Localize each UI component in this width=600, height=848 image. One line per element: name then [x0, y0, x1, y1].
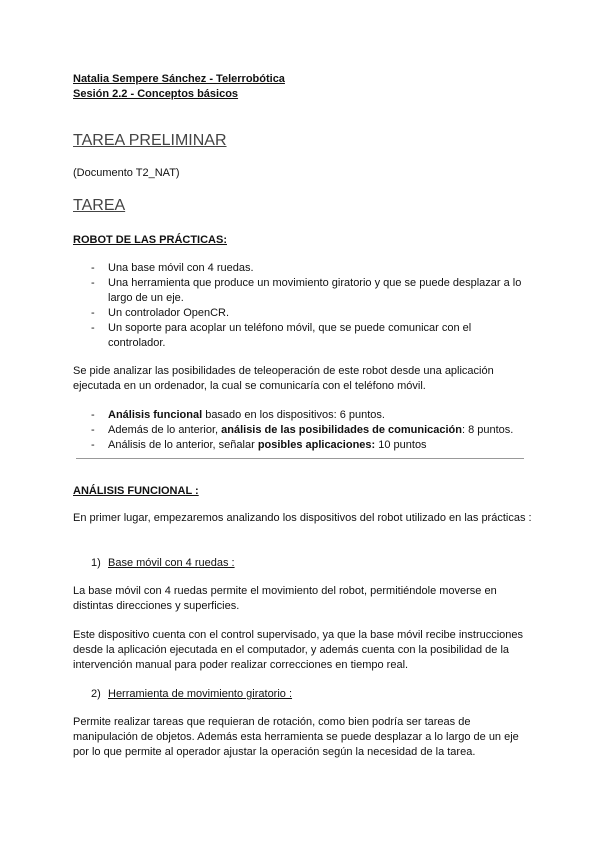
task-intro-paragraph: Se pide analizar las posibilidades de teleoperación de este robot desde una aplicación ejecutada en un ordenador, la cual se comunicaría con el teléfono móvil.: [73, 365, 494, 392]
item-1-paragraph-1: La base móvil con 4 ruedas permite el movimiento del robot, permitiéndole moverse en distintas direcciones y superficies.: [73, 585, 497, 612]
task-title: TAREA: [73, 197, 126, 214]
list-item: - Un controlador OpenCR.: [91, 307, 230, 319]
list-item: - Una herramienta que produce un movimiento giratorio y que se puede desplazar a lo largo de un eje.: [91, 277, 522, 304]
analysis-intro-paragraph: En primer lugar, empezaremos analizando los dispositivos del robot utilizado en las prácticas :: [73, 512, 532, 524]
robot-components-list: [91, 261, 531, 351]
prelim-doc-reference: (Documento T2_NAT): [73, 167, 180, 179]
list-item: - Además de lo anterior, análisis de las posibilidades de comunicación: 8 puntos.: [91, 424, 514, 436]
horizontal-divider: [76, 458, 524, 459]
requirements-list: [91, 408, 531, 453]
list-item: - Análisis funcional basado en los dispositivos: 6 puntos.: [91, 409, 385, 421]
item-2-paragraph-1: Permite realizar tareas que requieran de rotación, como bien podría ser tareas de manipulación de objetos. Además esta herramienta se puede desplazar a lo largo de un eje por lo que permite al operador ajustar la operación según la necesidad de la tarea.: [73, 716, 519, 758]
header-author-course: Natalia Sempere Sánchez - Telerrobótica: [73, 73, 285, 85]
numbered-item-2-title: 2) Herramienta de movimiento giratorio :: [91, 688, 293, 700]
list-item: - Una base móvil con 4 ruedas.: [91, 262, 254, 274]
robot-heading: ROBOT DE LAS PRÁCTICAS:: [73, 234, 227, 246]
list-item: - Análisis de lo anterior, señalar posibles aplicaciones: 10 puntos: [91, 439, 427, 451]
analysis-heading: ANÁLISIS FUNCIONAL :: [73, 485, 199, 497]
numbered-item-1-title: 1) Base móvil con 4 ruedas :: [91, 557, 235, 569]
prelim-title: TAREA PRELIMINAR: [73, 132, 227, 149]
list-item: - Un soporte para acoplar un teléfono móvil, que se puede comunicar con el controlador.: [91, 322, 472, 349]
header-session: Sesión 2.2 - Conceptos básicos: [73, 88, 239, 100]
item-1-paragraph-2: Este dispositivo cuenta con el control supervisado, ya que la base móvil recibe instrucciones desde la aplicación ejecutada en el computador, y además cuenta con la posibilidad de la intervención manual para poder realizar correcciones en tiempo real.: [73, 629, 524, 671]
